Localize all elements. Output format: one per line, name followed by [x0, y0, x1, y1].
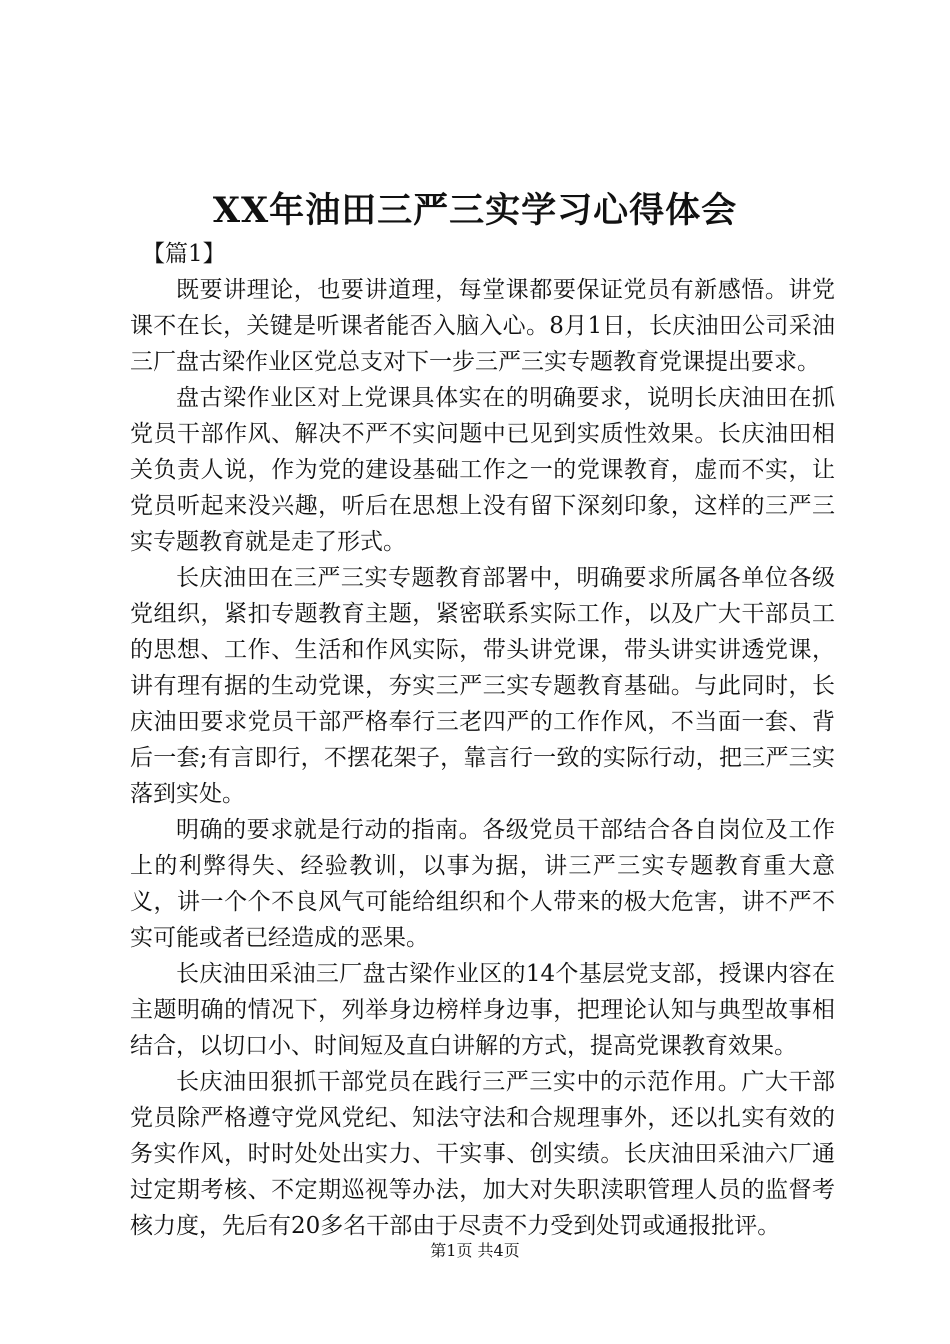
- paragraph-2: 盘古梁作业区对上党课具体实在的明确要求，说明长庆油田在抓党员干部作风、解决不严不实问题中已见到实质性效果。长庆油田相关负责人说，作为党的建设基础工作之一的党课教育，虚而不实，让党员听起来没兴趣，听后在思想上没有留下深刻印象，这样的三严三实专题教育就是走了形式。: [130, 385, 835, 555]
- document-body: [130, 236, 835, 1244]
- paragraph-6: 长庆油田狠抓干部党员在践行三严三实中的示范作用。广大干部党员除严格遵守党风党纪、知法守法和合规理事外，还以扎实有效的务实作风，时时处处出实力、干实事、创实绩。长庆油田采油六厂通过定期考核、不定期巡视等办法，加大对失职渎职管理人员的监督考核力度，先后有20多名干部由于尽责不力受到处罚或通报批评。: [130, 1069, 835, 1239]
- page-footer: 第1页 共4页: [430, 1241, 520, 1260]
- section-label: 【篇1】: [142, 241, 226, 267]
- paragraph-5: 长庆油田采油三厂盘古梁作业区的14个基层党支部，授课内容在主题明确的情况下，列举身边榜样身边事，把理论认知与典型故事相结合，以切口小、时间短及直白讲解的方式，提高党课教育效果。: [130, 961, 835, 1059]
- document-title: XX年油田三严三实学习心得体会: [212, 190, 738, 231]
- paragraph-1: 既要讲理论，也要讲道理，每堂课都要保证党员有新感悟。讲党课不在长，关键是听课者能否入脑入心。8月1日，长庆油田公司采油三厂盘古梁作业区党总支对下一步三严三实专题教育党课提出要求。: [130, 277, 835, 375]
- paragraph-3: 长庆油田在三严三实专题教育部署中，明确要求所属各单位各级党组织，紧扣专题教育主题，紧密联系实际工作，以及广大干部员工的思想、工作、生活和作风实际，带头讲党课，带头讲实讲透党课，讲有理有据的生动党课，夯实三严三实专题教育基础。与此同时，长庆油田要求党员干部严格奉行三老四严的工作作风，不当面一套、背后一套;有言即行，不摆花架子，靠言行一致的实际行动，把三严三实落到实处。: [130, 565, 835, 807]
- paragraph-4: 明确的要求就是行动的指南。各级党员干部结合各自岗位及工作上的利弊得失、经验教训，以事为据，讲三严三实专题教育重大意义，讲一个个不良风气可能给组织和个人带来的极大危害，讲不严不实可能或者已经造成的恶果。: [130, 817, 835, 951]
